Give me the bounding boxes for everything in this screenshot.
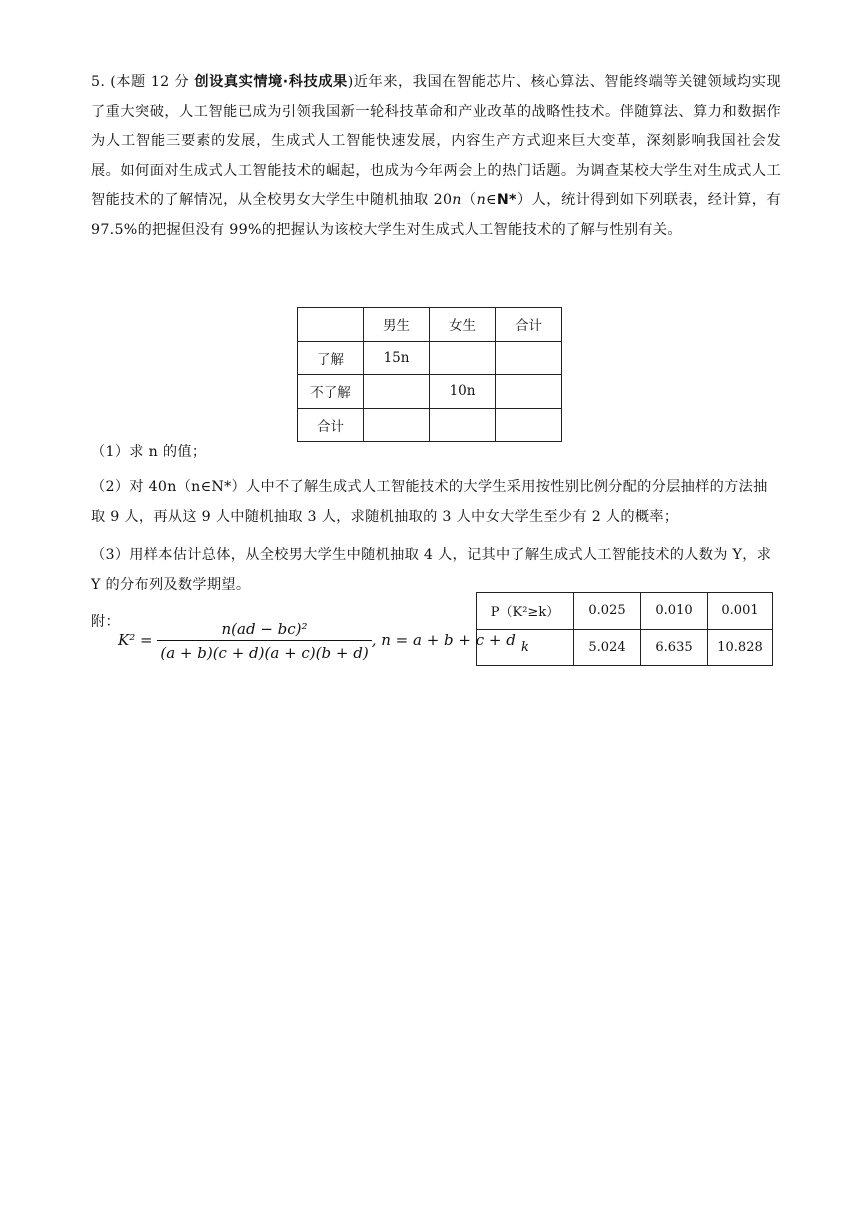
row-label: 了解: [298, 341, 364, 375]
chi-square-formula: [118, 620, 516, 662]
table-row: [298, 408, 562, 442]
formula-tail: , n = a + b + c + d: [371, 631, 516, 649]
table-cell: 10.828: [708, 629, 773, 666]
set-in: ∈: [486, 192, 497, 208]
table-cell: [364, 408, 430, 442]
table-cell: [496, 375, 562, 409]
table-row: [298, 341, 562, 375]
table-cell: 10n: [430, 375, 496, 409]
table-cell: [430, 408, 496, 442]
n-variable: n: [476, 192, 487, 208]
table-cell: [496, 408, 562, 442]
problem-body-1: )近年来，我国在智能芯片、核心算法、智能终端等关键领域均实现了重大突破，人工智能已成为引领我国新一轮科技革命和产业改革的战略性技术。伴随算法、算力和数据作为人工智能三要素的发展，生成式人工智能快速发展，内容生产方式迎来巨大变革，深刻影响我国社会发展。如何面对生成式人工智能技术的崛起，也成为今年两会上的热门话题。为调查某校大学生对生成式人工智能技术的了解情况，从全校男女大学生中随机抽取 20: [91, 74, 781, 208]
header-cell: 合计: [496, 308, 562, 342]
table-cell: 0.010: [641, 593, 708, 630]
table-cell: [364, 375, 430, 409]
table-cell: k: [477, 629, 574, 666]
header-cell: 女生: [430, 308, 496, 342]
table-cell: [496, 341, 562, 375]
table-cell: 6.635: [641, 629, 708, 666]
formula-lhs: K² =: [118, 631, 153, 649]
header-cell: 男生: [364, 308, 430, 342]
header-cell: [298, 308, 364, 342]
table-cell: 0.001: [708, 593, 773, 630]
appendix-label: 附：: [91, 614, 120, 630]
row-label: 合计: [298, 408, 364, 442]
critical-value-table: [476, 592, 773, 666]
table-header-row: [298, 308, 562, 342]
formula-fraction: [157, 620, 371, 662]
formula-denominator: (a + b)(c + d)(a + c)(b + d): [160, 644, 369, 662]
n-variable: n: [452, 192, 462, 208]
table-row: [298, 375, 562, 409]
table-cell: 5.024: [574, 629, 641, 666]
table-row: [477, 629, 773, 666]
formula-numerator: n(ad − bc)²: [157, 620, 371, 641]
set-open: （: [461, 192, 477, 208]
table-cell: [430, 341, 496, 375]
table-cell: 15n: [364, 341, 430, 375]
question-1: （1）求 n 的值；: [91, 444, 207, 460]
table-cell: P（K²≥k）: [477, 593, 574, 630]
problem-tag: 创设真实情境·科技成果: [194, 74, 348, 90]
natural-set: N*: [496, 192, 517, 208]
table-row: [477, 593, 773, 630]
problem-prefix: 5. (本题 12 分: [91, 74, 195, 90]
table-cell: 0.025: [574, 593, 641, 630]
problem-body-2: ）人，统计得到如下列联表，经计算，有 97.5%的把握但没有 99%的把握认为该校大学生对生成式人工智能技术的了解与性别有关。: [91, 192, 781, 238]
problem-statement: [91, 68, 781, 245]
question-3: （3）用样本估计总体，从全校男大学生中随机抽取 4 人，记其中了解生成式人工智能技术的人数为 Y，求 Y 的分布列及数学期望。: [91, 547, 772, 593]
question-2: （2）对 40n（n∈N*）人中不了解生成式人工智能技术的大学生采用按性别比例分配的分层抽样的方法抽取 9 人，再从这 9 人中随机抽取 3 人，求随机抽取的 3 人中女大学生至少有 2 人的概率；: [91, 479, 768, 525]
row-label: 不了解: [298, 375, 364, 409]
contingency-table: [297, 307, 562, 442]
